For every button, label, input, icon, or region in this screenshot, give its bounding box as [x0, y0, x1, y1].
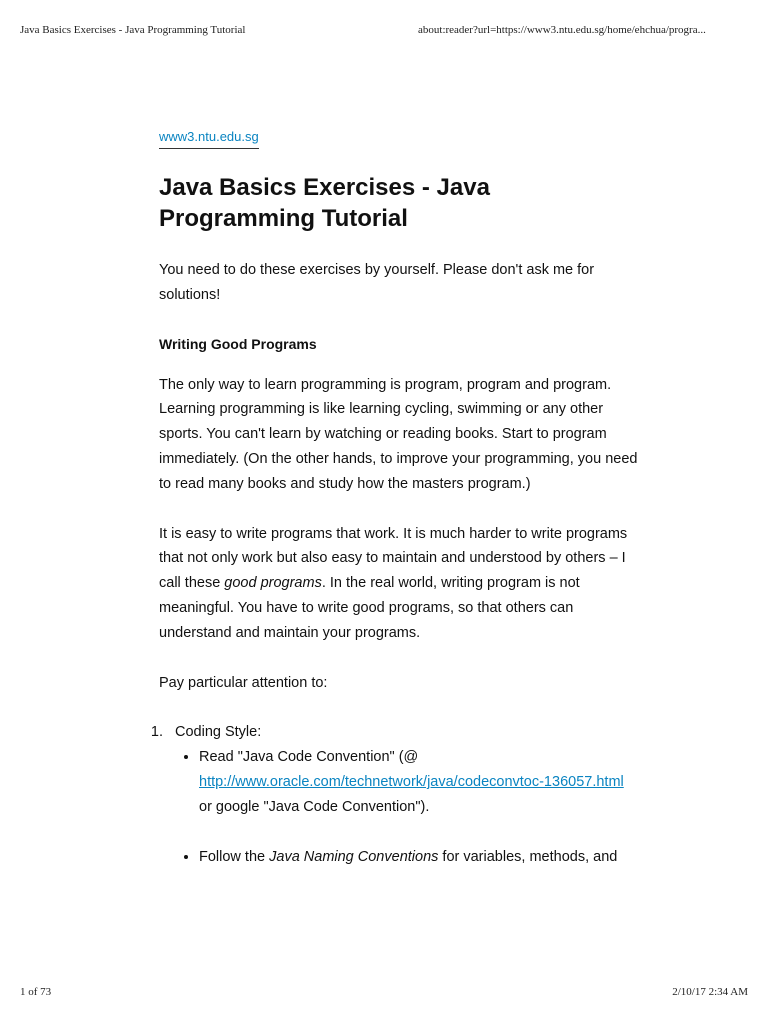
bullet-list: [175, 745, 639, 869]
paragraph-good-programs: [159, 522, 639, 646]
print-header-title: Java Basics Exercises - Java Programming Tutorial: [20, 24, 246, 36]
oracle-code-convention-link[interactable]: http://www.oracle.com/technetwork/java/codeconvtoc-136057.html: [199, 773, 624, 790]
reader-article: [159, 128, 639, 869]
emphasis-good-programs: good programs: [224, 575, 322, 592]
print-footer: [0, 986, 768, 1002]
intro-paragraph: You need to do these exercises by yourself. Please don't ask me for solutions!: [159, 262, 595, 303]
list-item-label: Coding Style:: [175, 724, 262, 741]
bullet-text: for variables, methods, and: [438, 848, 618, 865]
bullet-text: Read "Java Code Convention" (@: [199, 749, 419, 766]
print-header-url: about:reader?url=https://www3.ntu.edu.sg/home/ehchua/progra...: [418, 24, 706, 36]
bullet-text: or google "Java Code Convention").: [199, 798, 430, 815]
bullet-item-naming-conventions: [199, 845, 639, 870]
paragraph-attention: Pay particular attention to:: [159, 674, 328, 691]
print-datetime: 2/10/17 2:34 AM: [672, 986, 748, 998]
section-heading: Writing Good Programs: [159, 335, 317, 352]
bullet-item-code-convention: [199, 745, 639, 819]
numbered-list: [149, 720, 639, 869]
page-counter: 1 of 73: [20, 986, 52, 998]
paragraph-learn-programming: The only way to learn programming is program, program and program. Learning programming is like learning cycling, swimming or any other sports. You can't learn by watching or reading books. Start to program immediately. (On the other hands, to improve your programming, you need to read many books and study how the masters program.): [159, 376, 638, 492]
source-domain-link[interactable]: www3.ntu.edu.sg: [159, 129, 259, 149]
bullet-text: Follow the: [199, 848, 270, 865]
paragraph-text: . In the real world, writing program is not meaningful. You have to write good programs, so that others can understand and maintain your programs.: [159, 575, 580, 641]
paragraph-text: It is easy to write programs that work. It is much harder to write programs that not only work but also easy to maintain and understood by others – I call these: [159, 525, 628, 592]
article-title: Java Basics Exercises - Java Programming Tutorial: [159, 174, 490, 232]
list-item-coding-style: [167, 720, 639, 869]
emphasis-naming-conventions: Java Naming Conventions: [269, 848, 439, 865]
print-header: [0, 24, 768, 40]
